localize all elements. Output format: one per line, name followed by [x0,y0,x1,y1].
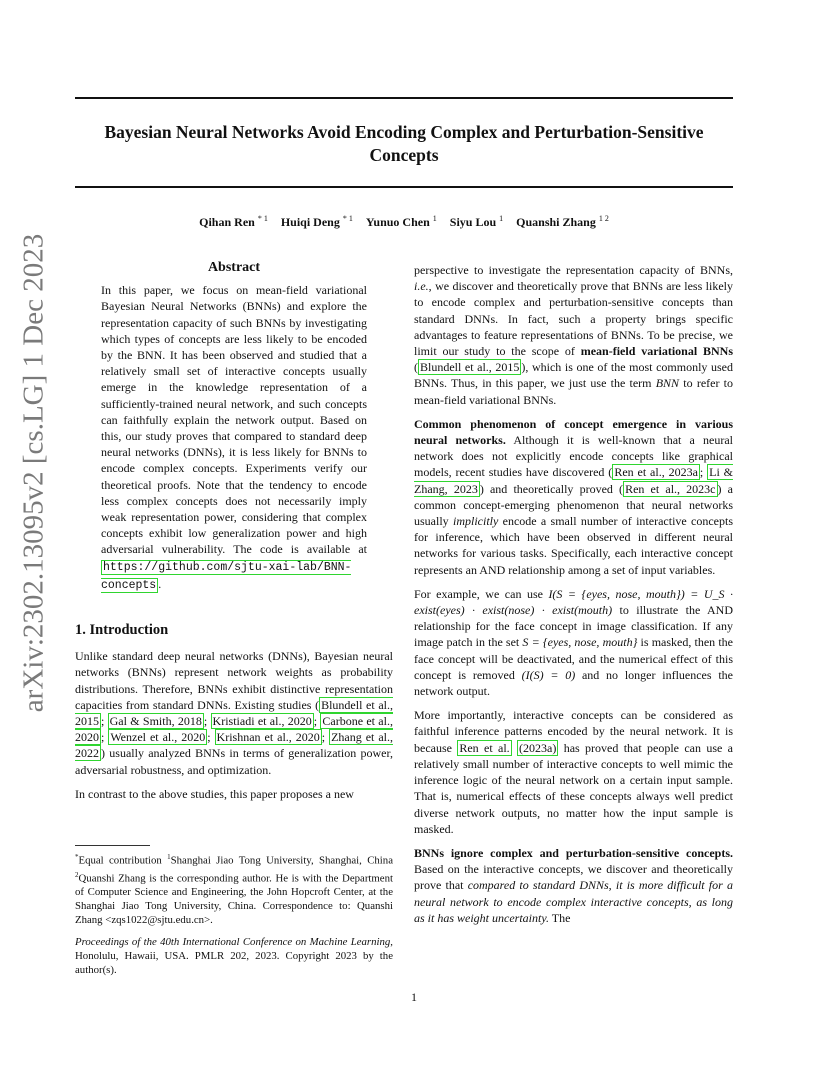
body-text: to refer to mean-field variational BNNs. [414,376,734,407]
abstract-period: . [158,576,162,591]
intro-paragraph-2: In contrast to the above studies, this paper proposes a new [75,786,354,801]
bnn-concepts-paragraph [414,845,733,926]
citation-link[interactable]: Wenzel et al., 2020 [110,730,206,745]
author [281,215,353,229]
body-text: encode a small number of interactive concepts for inference, which have been observed in different neural networks for various tasks. Specifically, each interactive concept represents an AND relationship among a set of input variables. [414,514,734,577]
example-paragraph [414,586,733,699]
body-text: More importantly, interactive concepts can be considered as faithful inference patterns encoded by the neural network. It is because [414,708,733,755]
footnote-affiliations [75,850,393,927]
author-name: Quanshi Zhang [516,215,596,229]
citation-link[interactable]: Krishnan et al., 2020 [216,730,320,745]
equal-contribution-note: Equal contribution [78,854,162,867]
proceedings-copyright: , Honolulu, Hawaii, USA. PMLR 202, 2023. Copyright 2023 by the author(s). [75,936,393,977]
proceedings-venue: Proceedings of the 40th International Conference on Machine Learning [75,936,391,949]
author-name: Yunuo Chen [365,215,430,229]
body-text: and no longer influences the network output. [414,667,733,699]
paper-title: Bayesian Neural Networks Avoid Encoding Complex and Perturbation-Sensitive Concepts [104,122,704,165]
citation-link[interactable]: Gal & Smith, 2018 [109,714,202,729]
footnote-mark: 2 [75,870,79,879]
author-name: Huiqi Deng [280,215,340,229]
citation-link[interactable]: (2023a) [519,740,557,755]
abstract-heading: Abstract [207,260,261,275]
body-text: ) and theoretically proved ( [479,481,624,496]
citation-link[interactable]: Ren et al., 2023c [625,481,716,496]
concept-emergence-paragraph: Common phenomenon of concept emergence in various neural networks. Although it is well-known that a neural network does not explicitly encode concepts like graphical models, recent studies have discovered ( Ren et al., 2023a ; Li & Zhang, 2023 ) and theoretically proved ( Ren et al., 2023c ) a common concept-emerging phenomenon that neural networks usually implicitly encode a small number of interactive concepts for inference, which have been observed in different neural networks for various tasks. Specifically, each interactive concept represents an AND relationship among a set of input variables. [414,416,734,577]
equation: I(S = {eyes, nose, mouth}) = U_S · exist(eyes) · exist(nose) · exist(mouth) [414,586,733,618]
faithful-concepts-paragraph [414,707,733,837]
run-in-heading: Common phenomenon of concept emergence in various neural networks. [414,416,733,448]
author [450,215,503,229]
right-column [414,262,733,934]
body-text: , we discover and theoretically prove that BNNs are less likely to encode complex and perturbation-sensitive concepts than standard DNNs. In fact, such a property brings specific advantages to feature representations of BNNs. To be precise, we limit our study to the scope of [414,279,733,359]
proceedings-note [75,935,393,977]
body-text: has proved that people can use a relatively small number of interactive concepts to well mimic the inference logic of the neural network on a certain input sample. That is, numerical effects of these concepts always well predict diverse network outputs, no matter how the input sample is masked. [414,740,734,836]
footnote-mark: * [75,853,79,861]
intro-text: Unlike standard deep neural networks (DNNs), Bayesian neural networks (BNNs) represent network weights as probability distributions. Therefore, BNNs exhibit distinctive representation capacities from standard DNNs. Existing studies ( [75,649,393,712]
body-text: ) a common concept-emerging phenomenon that neural networks usually [414,481,733,529]
author-list [75,214,733,230]
body-text: , which is one of the most commonly used BNNs. Thus, in this paper, we just use the term [414,360,733,391]
equation: (I(S) = 0) [521,667,576,682]
author-marks: 1 [432,214,437,223]
body-text: The [551,910,571,925]
code-link[interactable]: https://github.com/sjtu-xai-lab/BNN-concepts [101,560,352,592]
citation-link[interactable]: Ren et al. [459,740,510,755]
emphasized-claim: compared to standard DNNs, it is more difficult for a neural network to encode complex interactive concepts, as long as it has weight uncertainty. [414,878,733,925]
footnotes [75,850,393,985]
citation-link[interactable]: Ren et al., 2023a [614,465,698,480]
body-text: Although it is well-known that a neural network does not explicitly encode concepts like graphical models, recent studies have discovered ( [414,433,733,480]
arxiv-stamp-text: arXiv:2302.13095v2 [cs.LG] 1 Dec 2023 [17,233,50,713]
citation-link[interactable]: Carbone et al., 2020 [75,714,393,745]
affiliation-note: Shanghai Jiao Tong University, Shanghai, China [170,854,393,867]
author-name: Siyu Lou [449,215,497,229]
author-marks: 1 2 [598,214,609,223]
run-in-heading: BNNs ignore complex and perturbation-sensitive concepts. [414,845,733,860]
author-marks: 1 [499,214,504,223]
equation: S = {eyes, nose, mouth} [522,635,638,650]
author-name: Qihan Ren [199,215,255,229]
correspondence-note: Quanshi Zhang is the corresponding author. He is with the Department of Computer Science and Engineering, the John Hopcroft Center, at the Shanghai Jiao Tong University, China. Correspondence to: Quanshi Zhang <zqs1022@sjtu.edu.cn>. [75,872,393,927]
citation-link[interactable]: Zhang et al., 2022 [75,730,394,761]
footnote-rule [75,845,150,846]
body-text: is masked, then the face concept will be deactivated, and the numerical effect of this concept is removed [414,635,733,682]
body-text: i.e. [414,279,429,294]
body-text: BNN [655,376,680,391]
author [199,215,268,229]
bold-term: mean-field variational BNNs [580,344,734,359]
author-marks: * 1 [342,214,353,223]
citation-link[interactable]: Blundell et al., 2015 [75,697,393,729]
body-text: Based on the interactive concepts, we discover and theoretically prove that [414,862,733,893]
citation-link[interactable]: Li & Zhang, 2023 [414,465,734,496]
body-text: to illustrate the AND relationship for the face concept in image classification. If any image patch in the set [414,603,734,650]
citation-link[interactable]: Kristiadi et al., 2020 [212,714,312,729]
section-heading-introduction: 1. Introduction [75,622,169,639]
title-bottom-rule [75,186,733,188]
footnote-mark: 1 [167,853,171,861]
body-text: perspective to investigate the representation capacity of BNNs, [414,263,733,277]
intro-text: ) usually analyzed BNNs in terms of generalization power, adversarial robustness, and optimization. [75,746,393,777]
left-column [75,260,393,810]
abstract-body: In this paper, we focus on mean-field variational Bayesian Neural Networks (BNNs) and explore the representation capacity of such BNNs by investigating which types of concepts are less likely to be encoded by the BNN. It has been observed and studied that a relatively small set of interactive concepts usually emerge in the knowledge representation of a sufficiently-trained neural network, and such concepts can faithfully explain the network output. Based on this, our study proves that compared to standard deep neural networks (DNNs), it is less likely for BNNs to encode complex concepts. Experiments verify our theoretical proofs. Note that the tendency to encode less complex concepts does not necessarily imply weak representation power, considering that complex concepts exhibit low generalization power and high adversarial vulnerability. The code is available at [101,283,367,557]
author [516,215,609,229]
body-text: implicitly [452,514,499,529]
citation-link[interactable]: Blundell et al., 2015 [420,360,520,375]
intro-paragraph-1: Unlike standard deep neural networks (DNNs), Bayesian neural networks (BNNs) represent network weights as probability distributions. Therefore, BNNs exhibit distinctive representation capacities from standard DNNs. Existing studies ( Blundell et al., 2015 ; Gal & Smith, 2018 ; Kristiadi et al., 2020 ; Carbone et al., 2020 ; Wenzel et al., 2020 ; Krishnan et al., 2020 ; Zhang et al., 2022 ) usually analyzed BNNs in terms of generalization power, adversarial robustness, and optimization. [75,649,394,777]
body-text: For example, we can use [414,586,543,601]
top-rule [75,97,733,99]
abstract-text [101,282,367,594]
page-number: 1 [411,990,417,1004]
intro-paragraph-3: perspective to investigate the representation capacity of BNNs, i.e., we discover and theoretically prove that BNNs are less likely to encode complex and perturbation-sensitive concepts than standard DNNs. In fact, such a property brings specific advantages to feature representations of BNNs. To be precise, we limit our study to the scope of mean-field variational BNNs ( Blundell et al., 2015 ), which is one of the most commonly used BNNs. Thus, in this paper, we just use the term BNN to refer to mean-field variational BNNs. [414,263,734,407]
author-marks: * 1 [257,214,268,223]
author [366,215,437,229]
